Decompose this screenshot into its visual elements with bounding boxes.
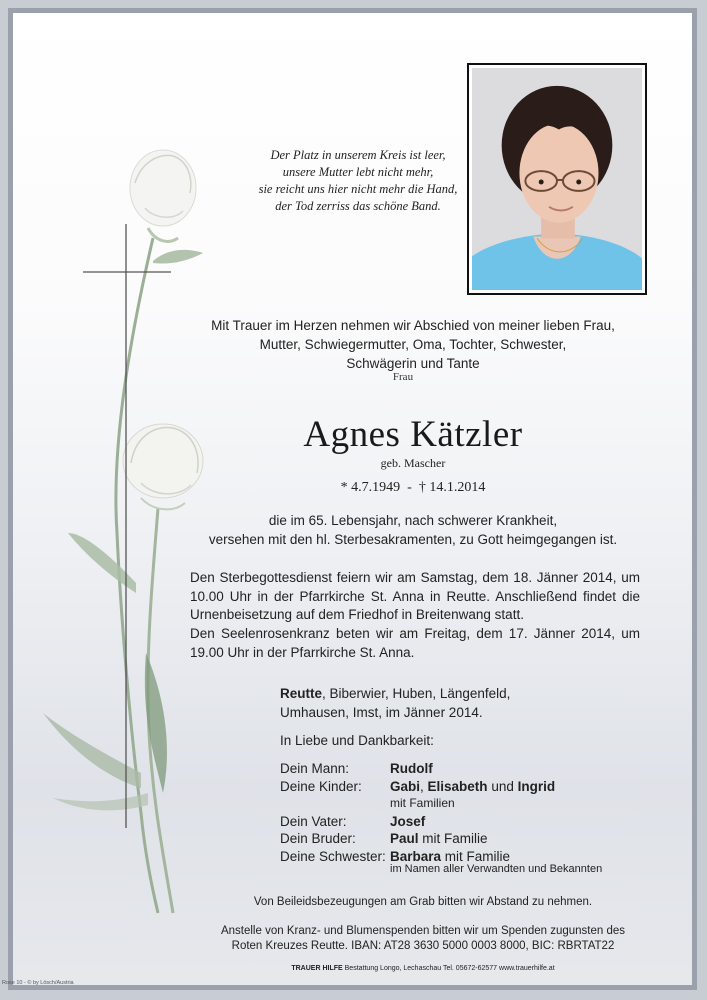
name-child-3: Ingrid (517, 778, 556, 794)
children-suffix: mit Familien (390, 796, 455, 810)
condolence-note: Von Beileidsbezeugungen am Grab bitten wir Abstand zu nehmen. (253, 896, 593, 908)
poem (213, 147, 503, 215)
place-reutte: Reutte (280, 686, 323, 701)
leaf-4 (53, 793, 148, 810)
death-line: die im 65. Lebensjahr, nach schwerer Krankheit, (268, 513, 558, 528)
death-line: versehen mit den hl. Sterbesakramenten, zu Gott heimgegangen ist. (208, 531, 618, 547)
places-and-date (280, 685, 580, 722)
intro-line: Mit Trauer im Herzen nehmen wir Abschied von meiner lieben Frau, (211, 318, 615, 333)
poem-line: sie reicht uns hier nicht mehr die Hand, (258, 182, 458, 196)
rosary-text: Den Seelenrosenkranz beten wir am Freitag, dem 17. Jänner 2014, um 19.00 Uhr in der Pfarrkirche St. Anna. (190, 626, 640, 660)
donation-line: Anstelle von Kranz- und Blumenspenden bitten wir um Spenden zugunsten des (220, 925, 626, 937)
funeral-service-text: Den Sterbegottesdienst feiern wir am Samstag, dem 18. Jänner 2014, um 10.00 Uhr in der Pfarrkirche St. Anna in Reutte. Anschließend findet die Urnenbeisetzung auf dem Friedhof in Breitenwang statt. (190, 570, 640, 622)
obituary-card: Der Platz in unserem Kreis ist leer, unsere Mutter lebt nicht mehr, sie reicht uns hier nicht mehr die Hand, der Tod zerriss das schöne Band. Mit Trauer im Herzen nehmen wir Abschied von meiner lieben Frau, Mutter, Schwiegermutter, Oma, Tochter, Schwester, Schwägerin und Tante Frau Agnes Kätzler geb. Mascher * 4.7.1949 - † 14.1.2014 die im 65. Lebensjahr, nach schwerer Krankheit, versehen mit den hl. Sterbesakramenten, zu Gott heimgegangen ist. Den Sterbegottesdienst feiern wir am Samstag, dem 18. Jänner 2014, um 10.00 Uhr in der Pfarrkirche St. Anna in Reutte. Anschließend findet die Urnenbeisetzung auf dem Friedhof in Breitenwang statt. Den Seelenrosenkranz beten wir am Freitag, dem 17. Jänner 2014, um 19.00 Uhr in der Pfarrkirche St. Anna. Reutte, Biberwier, Huben, Längenfeld, Umhausen, Imst, im Jänner 2014. In Liebe und Dankbarkeit: Dein Mann: Rudolf Deine Kinder: Gabi, Elisabeth und Ingrid mit Familien Dein Vater: Josef Dein Bruder: Paul mit Familie Deine Schwester: Barbara mit Familie im Namen aller Verwandten und Bekannten Von Beileidsbezeugungen am Grab bitten wir Abstand zu nehmen. Anstelle von Kranz- und Blumenspenden bitten wir um Spenden zugunsten des Roten Kreuzes Reutte. IBAN: AT28 3630 5000 0003 8000, BIC: RBRTAT22 TRAUER HILFE Bestattung Longo, Lechaschau Tel. 05672-62577 www.trauerhilfe.at (13, 13, 692, 985)
relatives-note: im Namen aller Verwandten und Bekannten (390, 863, 603, 875)
name-husband: Rudolf (390, 761, 433, 776)
role-brother: Dein Bruder: (280, 831, 356, 846)
role-husband: Dein Mann: (280, 761, 350, 776)
places-rest: , Biberwier, Huben, Längenfeld, (322, 686, 511, 701)
intro-line: Schwägerin und Tante (346, 356, 480, 371)
role-father: Dein Vater: (280, 813, 347, 829)
footer-brand: TRAUER HILFE (291, 965, 343, 972)
brother-suffix: mit Familie (422, 831, 488, 846)
leaf-2 (145, 653, 167, 793)
intro-text (188, 316, 638, 373)
role-children: Deine Kinder: (280, 778, 362, 794)
name-sister: Barbara (390, 848, 442, 864)
sepal-1 (153, 250, 203, 264)
name-child-1: Gabi (390, 778, 421, 794)
death-notice (188, 512, 638, 549)
donation-line: Roten Kreuzes Reutte. IBAN: AT28 3630 5000 0003 8000, BIC: RBRTAT22 (231, 940, 615, 952)
rose-illustration (13, 13, 213, 985)
and-word: und (491, 778, 514, 794)
portrait-image (472, 68, 642, 290)
intro-line: Mutter, Schwiegermutter, Oma, Tochter, Schwester, (259, 337, 567, 352)
poem-line: unsere Mutter lebt nicht mehr, (282, 165, 434, 179)
maiden-name: geb. Mascher (380, 456, 446, 470)
donation-note (173, 924, 673, 954)
footer-text: Bestattung Longo, Lechaschau Tel. 05672-62577 www.trauerhilfe.at (342, 965, 555, 972)
funeral-home-footer (173, 965, 673, 972)
name-brother: Paul (390, 831, 419, 846)
sister-suffix: mit Familie (444, 848, 511, 864)
love-gratitude: In Liebe und Dankbarkeit: (280, 733, 434, 748)
poem-line: Der Platz in unserem Kreis ist leer, (270, 148, 446, 162)
top-rose (130, 150, 196, 241)
places-line-2: Umhausen, Imst, im Jänner 2014. (280, 704, 483, 720)
salutation: Frau (392, 371, 414, 383)
portrait-photo (467, 63, 647, 295)
bottom-rose (123, 424, 203, 509)
poem-line: der Tod zerriss das schöne Band. (275, 199, 441, 213)
name-father: Josef (390, 813, 426, 829)
life-dates: * 4.7.1949 - † 14.1.2014 (340, 480, 486, 495)
deceased-name: Agnes Kätzler (303, 414, 523, 455)
copyright-note: Rose 10 - © by Lösch/Austria (2, 980, 74, 986)
name-child-2: Elisabeth (427, 778, 488, 794)
role-sister: Deine Schwester: (280, 848, 386, 864)
